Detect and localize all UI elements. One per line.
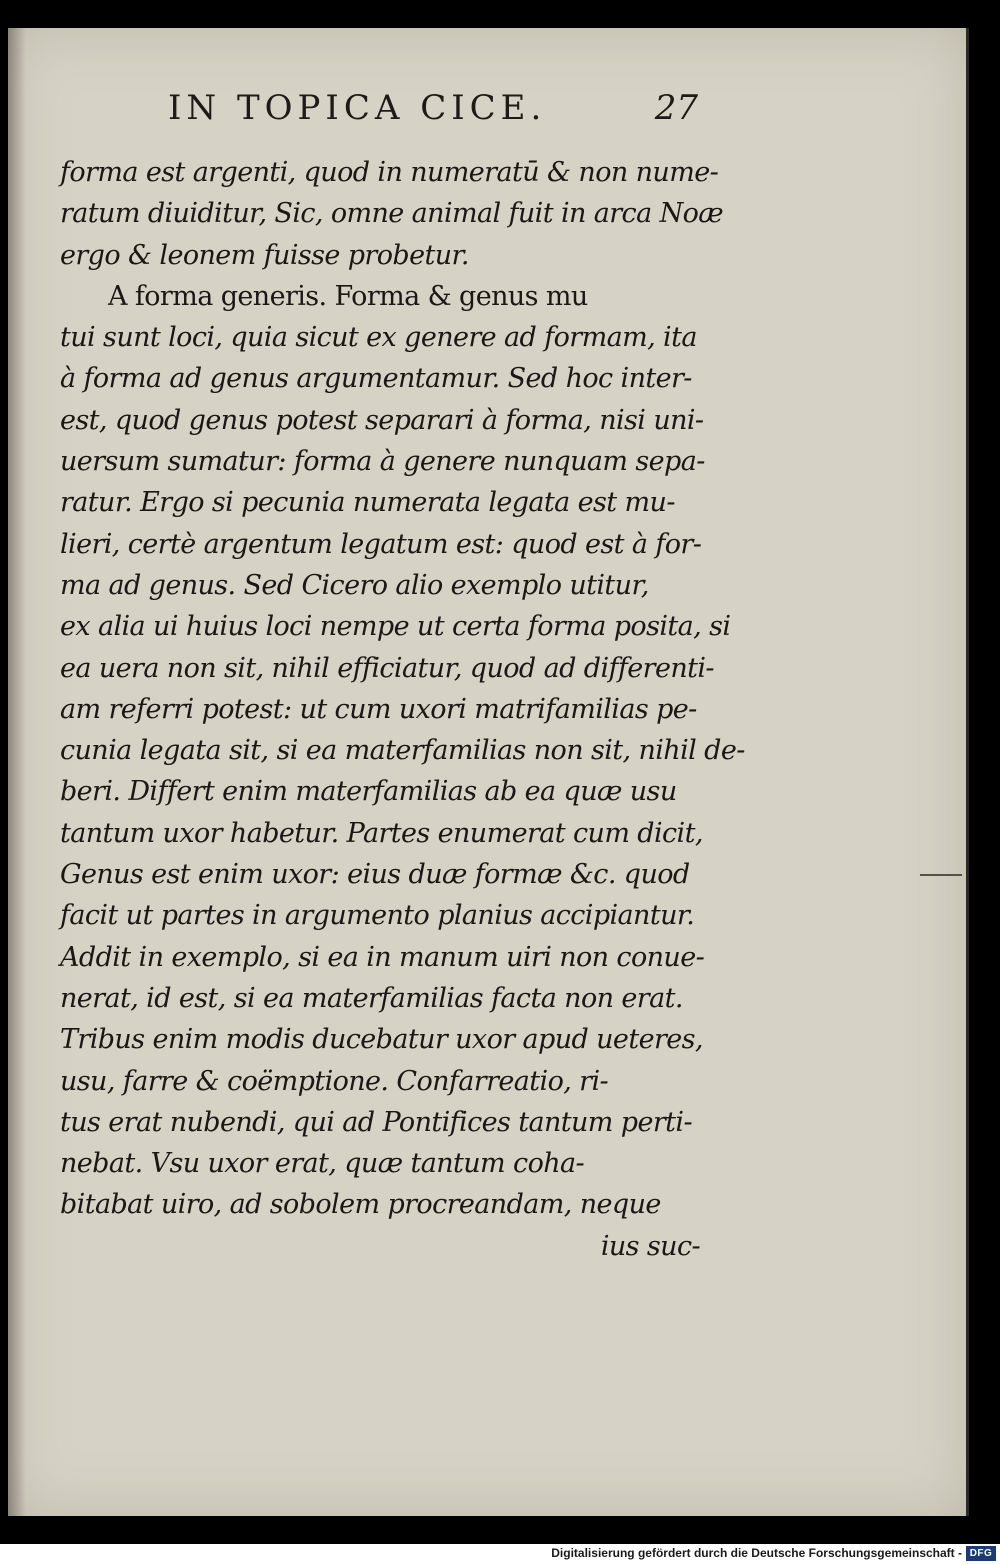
text-line: Genus est enim uxor: eius duæ formæ &c. quod (60, 859, 690, 891)
page-number: 27 (654, 88, 698, 128)
section-heading-line: A forma generis. Forma & genus mu (108, 280, 588, 312)
text-line: à forma ad genus argumentamur. Sed hoc inter- (60, 363, 692, 395)
text-line: facit ut partes in argumento planius accipiantur. (60, 900, 695, 932)
text-line: nerat, id est, si ea materfamilias facta non erat. (60, 982, 683, 1014)
book-page (8, 28, 969, 1516)
margin-mark (920, 874, 962, 876)
digitization-footer (0, 1544, 1000, 1564)
text-line: ma ad genus. Sed Cicero alio exemplo utitur, (60, 569, 649, 601)
text-line: beri. Differt enim materfamilias ab ea quæ usu (60, 776, 677, 808)
text-line: cunia legata sit, si ea materfamilias non sit, nihil de- (60, 735, 745, 767)
text-line: nebat. Vsu uxor erat, quæ tantum coha- (60, 1148, 585, 1180)
text-line: Tribus enim modis ducebatur uxor apud ueteres, (60, 1024, 703, 1056)
text-line: usu, farre & coëmptione. Confarreatio, ri- (60, 1065, 609, 1097)
text-line: bitabat uiro, ad sobolem procreandam, neque (60, 1189, 661, 1221)
text-line: lieri, certè argentum legatum est: quod est à for- (60, 528, 702, 560)
digitization-credit: Digitalisierung gefördert durch die Deutsche Forschungsgemeinschaft - (551, 1546, 962, 1560)
text-line: tui sunt loci, quia sicut ex genere ad formam, ita (60, 322, 697, 354)
text-line: am referri potest: ut cum uxori matrifamilias pe- (60, 693, 697, 725)
text-line: ergo & leonem fuisse probetur. (60, 239, 469, 271)
body-text (60, 152, 745, 1267)
running-title: IN TOPICA CICE. (168, 88, 547, 128)
text-line: ea uera non sit, nihil efficiatur, quod ad differenti- (60, 652, 714, 684)
spine-shadow (8, 28, 26, 1516)
text-line: ex alia ui huius loci nempe ut certa forma posita, si (60, 611, 731, 643)
text-line: ratum diuiditur, Sic, omne animal fuit in arca Noæ (60, 198, 724, 230)
dfg-logo: DFG (966, 1546, 996, 1561)
text-line: est, quod genus potest separari à forma, nisi uni- (60, 404, 704, 436)
text-line: uersum sumatur: forma à genere nunquam sepa- (60, 446, 705, 478)
catchword-line: ius suc- (600, 1230, 700, 1262)
text-line: forma est argenti, quod in numeratū & non nume- (60, 157, 719, 188)
text-line: ratur. Ergo si pecunia numerata legata est mu- (60, 487, 675, 519)
text-line: tus erat nubendi, qui ad Pontifices tantum perti- (60, 1106, 692, 1138)
running-head (168, 86, 698, 136)
text-line: Addit in exemplo, si ea in manum uiri non conue- (60, 941, 705, 973)
text-line: tantum uxor habetur. Partes enumerat cum dicit, (60, 817, 703, 849)
